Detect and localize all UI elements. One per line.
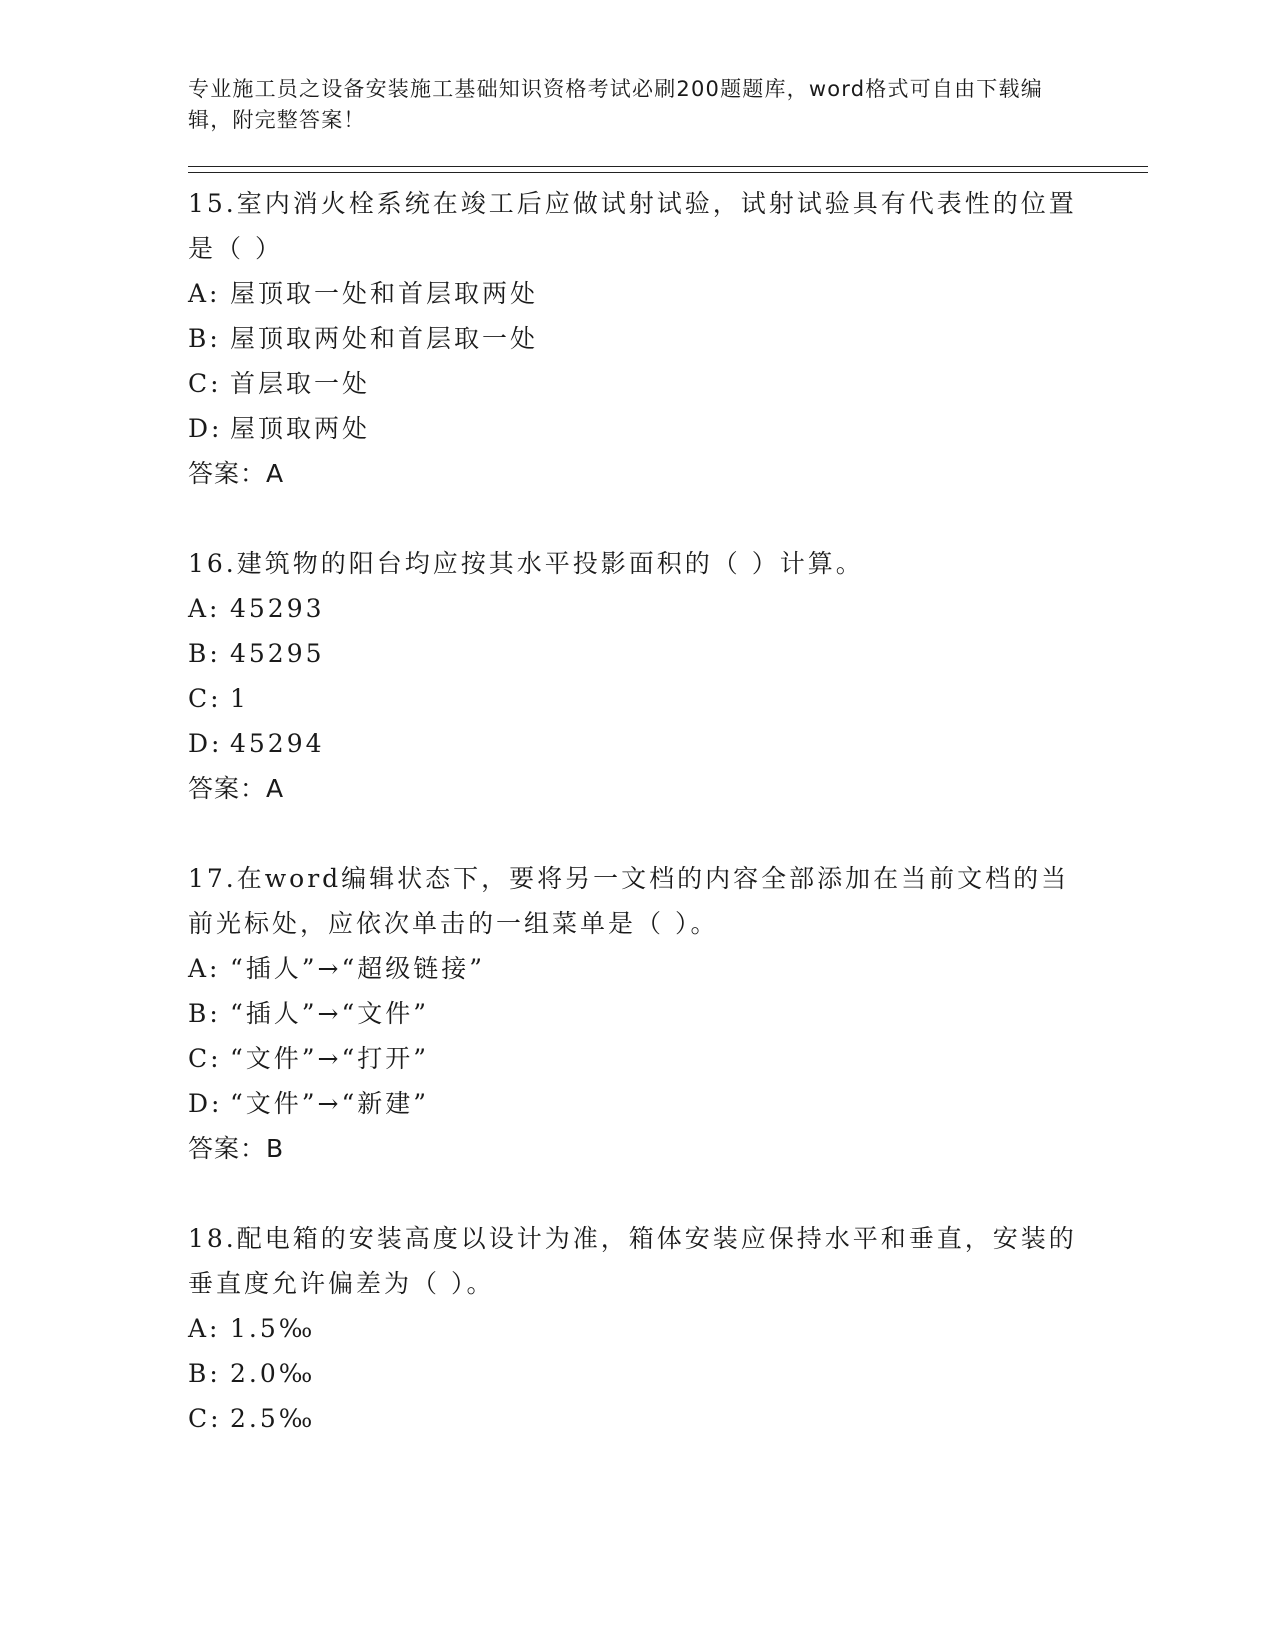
option-letter: A: (188, 1314, 221, 1343)
option-letter: A: (188, 279, 221, 308)
option-text: “插人”→“文件” (230, 999, 430, 1028)
option-text: 45294 (230, 729, 325, 758)
option-letter: C: (188, 1404, 222, 1433)
question-18 (188, 1216, 1148, 1441)
question-17 (188, 856, 1148, 1171)
question-stem: 15.室内消火栓系统在竣工后应做试射试验，试射试验具有代表性的位置是（ ） (188, 189, 1077, 263)
option-letter: C: (188, 684, 222, 713)
option-letter: B: (188, 999, 221, 1028)
option-a (188, 1306, 1148, 1351)
option-letter: A: (188, 954, 221, 983)
answer-line (188, 451, 1148, 496)
answer-label: 答案： (188, 459, 267, 488)
option-b (188, 316, 1148, 361)
document-page (188, 74, 1148, 1486)
option-text: 2.0‰ (230, 1359, 316, 1388)
option-letter: C: (188, 1044, 222, 1073)
option-text: 45293 (230, 594, 325, 623)
option-d (188, 721, 1148, 766)
option-letter: D: (188, 1089, 223, 1118)
header-divider (188, 166, 1148, 173)
option-b (188, 991, 1148, 1036)
option-c (188, 676, 1148, 721)
option-d (188, 406, 1148, 451)
question-list (188, 181, 1148, 1441)
question-stem: 18.配电箱的安装高度以设计为准，箱体安装应保持水平和垂直，安装的垂直度允许偏差为（ ）。 (188, 1224, 1077, 1298)
option-c (188, 1396, 1148, 1441)
answer-label: 答案： (188, 1134, 267, 1163)
option-b (188, 631, 1148, 676)
option-a (188, 271, 1148, 316)
option-text: 首层取一处 (230, 369, 371, 398)
option-text: 45295 (230, 639, 325, 668)
option-text: 1 (230, 684, 249, 713)
option-letter: B: (188, 1359, 221, 1388)
document-header: 专业施工员之设备安装施工基础知识资格考试必刷200题题库，word格式可自由下载编辑，附完整答案！ (188, 77, 1043, 132)
answer-line (188, 766, 1148, 811)
option-letter: C: (188, 369, 222, 398)
option-c (188, 361, 1148, 406)
option-b (188, 1351, 1148, 1396)
option-text: 屋顶取两处 (230, 414, 371, 443)
question-15 (188, 181, 1148, 496)
option-text: 屋顶取一处和首层取两处 (230, 279, 539, 308)
option-letter: B: (188, 324, 221, 353)
answer-line (188, 1126, 1148, 1171)
option-text: 1.5‰ (230, 1314, 316, 1343)
answer-value: A (266, 459, 285, 488)
answer-label: 答案： (188, 774, 267, 803)
answer-value: A (266, 774, 285, 803)
option-text: 2.5‰ (230, 1404, 316, 1433)
question-stem: 17.在word编辑状态下，要将另一文档的内容全部添加在当前文档的当前光标处，应依次单击的一组菜单是（ ）。 (188, 864, 1070, 938)
question-16 (188, 541, 1148, 811)
option-text: “插人”→“超级链接” (230, 954, 486, 983)
option-text: 屋顶取两处和首层取一处 (230, 324, 539, 353)
option-letter: D: (188, 729, 223, 758)
question-stem: 16.建筑物的阳台均应按其水平投影面积的（ ）计算。 (188, 549, 864, 578)
option-letter: D: (188, 414, 223, 443)
option-letter: A: (188, 594, 221, 623)
option-a (188, 946, 1148, 991)
option-d (188, 1081, 1148, 1126)
option-a (188, 586, 1148, 631)
option-c (188, 1036, 1148, 1081)
option-text: “文件”→“打开” (230, 1044, 430, 1073)
answer-value: B (266, 1134, 285, 1163)
option-letter: B: (188, 639, 221, 668)
option-text: “文件”→“新建” (230, 1089, 430, 1118)
